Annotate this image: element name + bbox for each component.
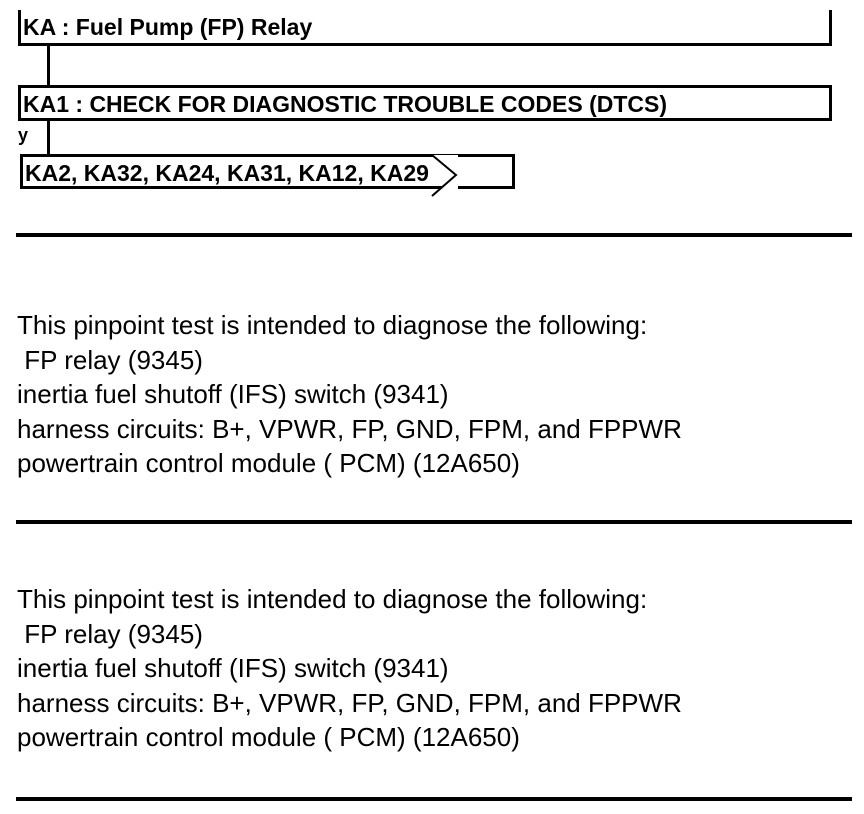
flowchart-title: KA : Fuel Pump (FP) Relay	[23, 14, 313, 40]
list-item: harness circuits: B+, VPWR, FP, GND, FPM, and FPPWR	[17, 687, 682, 718]
result-codes-label: KA2, KA32, KA24, KA31, KA12, KA29	[25, 160, 429, 186]
step-ka1-label: KA1 : CHECK FOR DIAGNOSTIC TROUBLE CODES (DTCS)	[23, 91, 667, 117]
divider-1	[16, 233, 852, 237]
list-item: FP relay (9345)	[17, 344, 203, 375]
list-item: inertia fuel shutoff (IFS) switch (9341)	[17, 653, 449, 683]
connector-line-top	[47, 46, 50, 85]
list-item: powertrain control module ( PCM) (12A650)	[17, 722, 520, 752]
step-ka1-box[interactable]	[18, 85, 832, 121]
list-item: harness circuits: B+, VPWR, FP, GND, FPM, and FPPWR	[17, 413, 682, 444]
section-intro: This pinpoint test is intended to diagnose the following:	[17, 584, 648, 614]
chevron-right-icon	[430, 155, 462, 197]
list-item: powertrain control module ( PCM) (12A650)	[17, 448, 520, 478]
section-intro: This pinpoint test is intended to diagnose the following:	[17, 310, 648, 340]
pinpoint-description-1	[17, 308, 682, 481]
pinpoint-description-2	[17, 582, 682, 755]
connector-line-yes	[47, 121, 50, 154]
flowchart-title-box	[18, 10, 832, 46]
list-item: FP relay (9345)	[17, 618, 203, 649]
divider-2	[16, 520, 852, 524]
divider-3	[16, 797, 852, 801]
list-item: inertia fuel shutoff (IFS) switch (9341)	[17, 379, 449, 409]
yes-branch-label: y	[18, 125, 29, 145]
